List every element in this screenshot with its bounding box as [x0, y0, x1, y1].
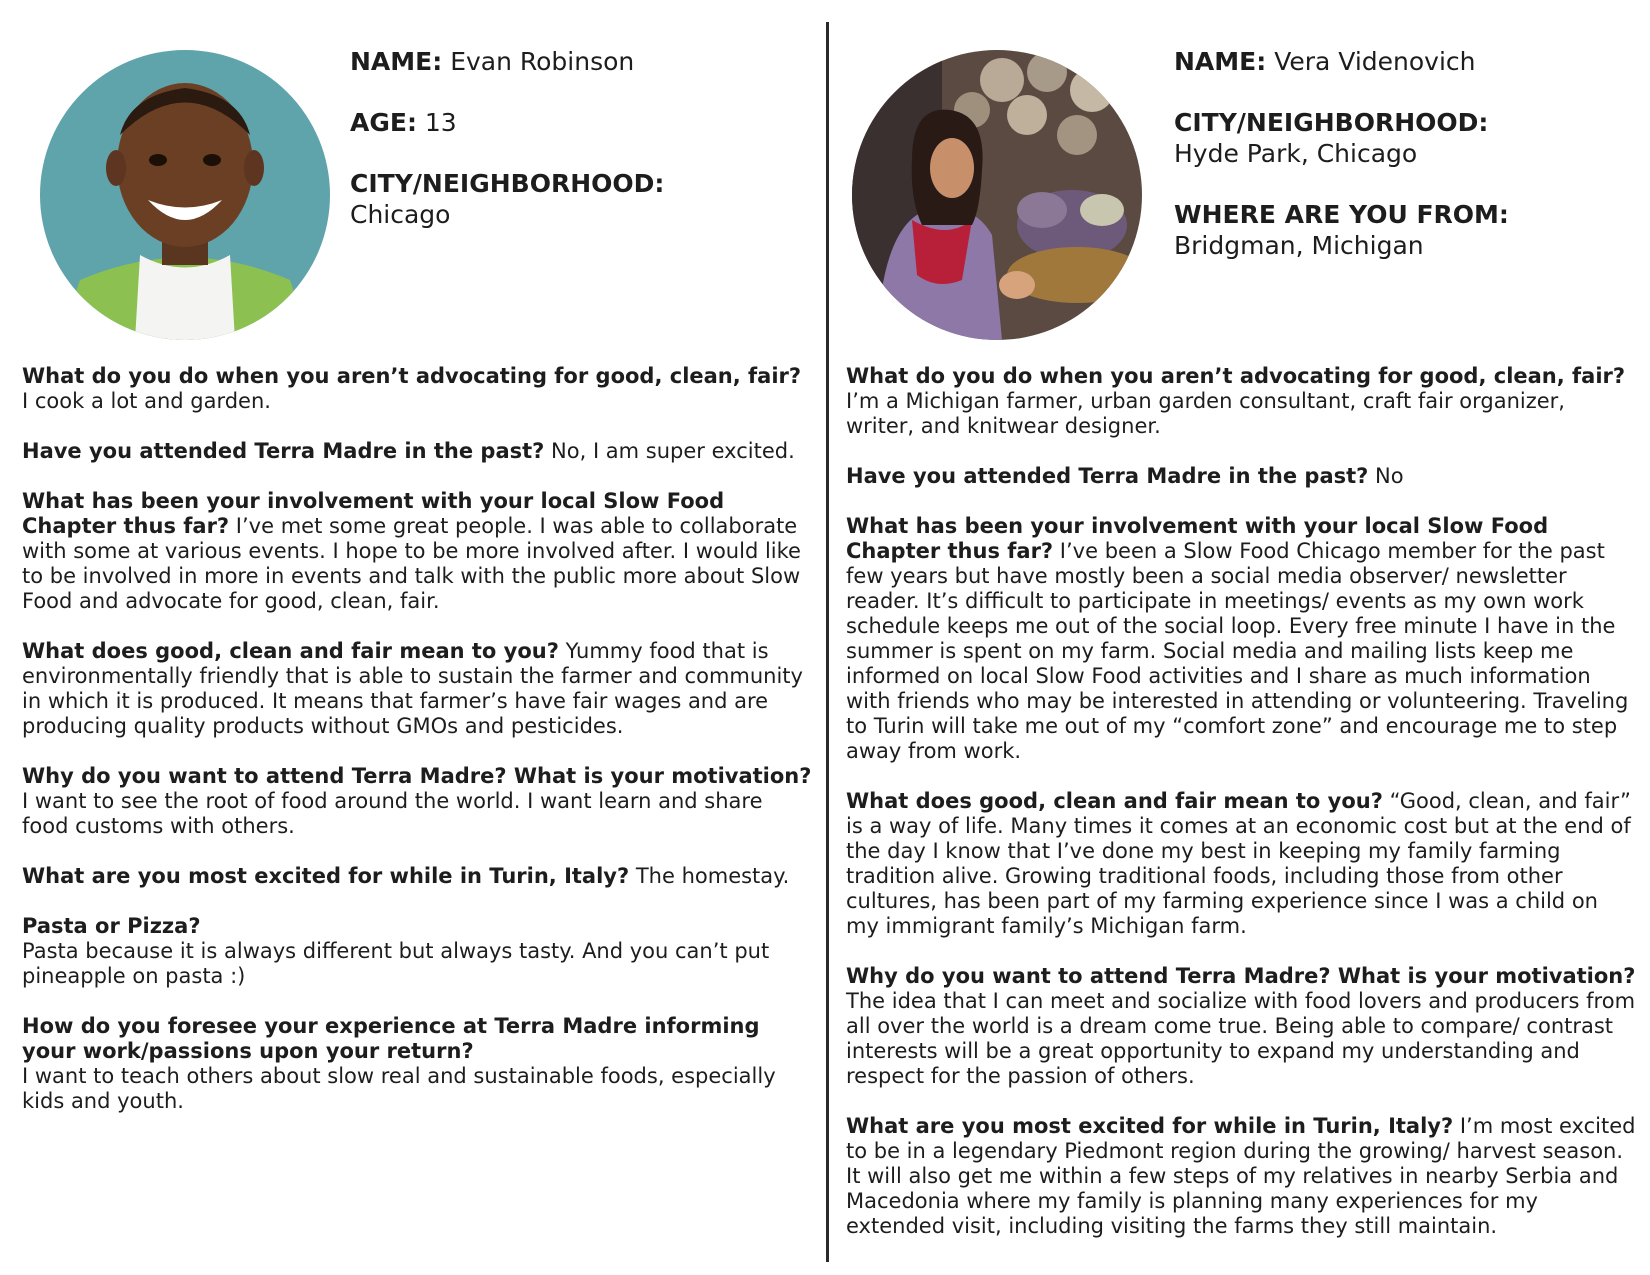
qa-item [846, 964, 1636, 1089]
question: What has been your involvement with your local Slow Food Chapter thus far? [22, 489, 725, 538]
answer: I want to teach others about slow real and sustainable foods, especially kids and youth. [22, 1064, 776, 1113]
age-field [350, 107, 790, 138]
question: Have you attended Terra Madre in the past? [22, 439, 545, 463]
neighborhood-field [1174, 107, 1614, 169]
profile-info [1174, 46, 1614, 291]
neighborhood-value: Chicago [350, 200, 451, 229]
name-field [350, 46, 790, 77]
hometown-value: Bridgman, Michigan [1174, 231, 1424, 260]
column-divider [826, 22, 829, 1262]
neighborhood-label: CITY/NEIGHBORHOOD: [1174, 108, 1489, 137]
qa-item [22, 914, 812, 989]
answer: The homestay. [635, 864, 790, 888]
question: Why do you want to attend Terra Madre? What is your motivation? [22, 764, 812, 788]
hometown-label: WHERE ARE YOU FROM: [1174, 200, 1509, 229]
question: What do you do when you aren’t advocating for good, clean, fair? [846, 364, 1626, 388]
qa-item [846, 514, 1636, 764]
question: Have you attended Terra Madre in the past? [846, 464, 1369, 488]
profile-photo [40, 50, 330, 340]
answer: I’m most excited to be in a legendary Piedmont region during the growing/ harvest season. It will also get me within a few steps of my relatives in nearby Serbia and Macedonia where my family is planning many experiences for my extended visit, including visiting the farms they still maintain. [846, 1114, 1636, 1238]
answer: Yummy food that is environmentally friendly that is able to sustain the farmer and community in which it is produced. It means that farmer’s have fair wages and are producing quality products without GMOs and pesticides. [22, 639, 803, 738]
qa-item [846, 1114, 1636, 1239]
question: What are you most excited for while in Turin, Italy? [846, 1114, 1454, 1138]
name-label: NAME: [350, 47, 443, 76]
qa-item [22, 864, 812, 889]
question: Why do you want to attend Terra Madre? What is your motivation? [846, 964, 1636, 988]
question: What does good, clean and fair mean to you? [846, 789, 1383, 813]
age-label: AGE: [350, 108, 417, 137]
qa-item [22, 764, 812, 839]
answer: The idea that I can meet and socialize with food lovers and producers from all over the world is a dream come true. Being able to compare/ contrast interests will be a great opportunity to expand my understanding and respect for the passion of others. [846, 989, 1636, 1088]
qa-list [22, 364, 812, 1139]
qa-list [846, 364, 1636, 1264]
qa-item [22, 364, 812, 414]
question: What has been your involvement with your local Slow Food Chapter thus far? [846, 514, 1549, 563]
qa-item [22, 439, 812, 464]
question: Pasta or Pizza? [22, 914, 201, 938]
question: How do you foresee your experience at Terra Madre informing your work/passions upon your return? [22, 1014, 760, 1063]
qa-item [846, 364, 1636, 439]
qa-item [22, 1014, 812, 1114]
neighborhood-value: Hyde Park, Chicago [1174, 139, 1418, 168]
question: What are you most excited for while in Turin, Italy? [22, 864, 630, 888]
qa-item [846, 789, 1636, 939]
name-value: Evan Robinson [450, 47, 635, 76]
answer: I want to see the root of food around the world. I want learn and share food customs with others. [22, 789, 763, 838]
name-label: NAME: [1174, 47, 1267, 76]
profile-photo [852, 50, 1142, 340]
name-field [1174, 46, 1614, 77]
answer: “Good, clean, and fair” is a way of life. Many times it comes at an economic cost but at the end of the day I know that I’ve done my best in keeping my family farming tradition alive. Growing traditional foods, including those from other cultures, has been part of my farming experience since I was a child on my immigrant family’s Michigan farm. [846, 789, 1631, 938]
question: What does good, clean and fair mean to you? [22, 639, 559, 663]
neighborhood-field [350, 168, 790, 230]
question: What do you do when you aren’t advocating for good, clean, fair? [22, 364, 802, 388]
qa-item [22, 489, 812, 614]
answer: I’ve met some great people. I was able to collaborate with some at various events. I hope to be more involved after. I would like to be involved in more in events and talk with the public more about Slow Food and advocate for good, clean, fair. [22, 514, 801, 613]
answer: I’ve been a Slow Food Chicago member for the past few years but have mostly been a social media observer/ newsletter reader. It’s difficult to participate in meetings/ events as my own work schedule keeps me out of the social loop. Every free minute I have in the summer is spent on my farm. Social media and mailing lists keep me informed on local Slow Food activities and I share as much information with friends who may be interested in attending or volunteering. Traveling to Turin will take me out of my “comfort zone” and encourage me to step away from work. [846, 539, 1629, 763]
qa-item [846, 464, 1636, 489]
answer: Pasta because it is always different but always tasty. And you can’t put pineapple on pasta :) [22, 939, 770, 988]
neighborhood-label: CITY/NEIGHBORHOOD: [350, 169, 665, 198]
profile-info [350, 46, 790, 260]
answer: No [1375, 464, 1404, 488]
age-value: 13 [424, 108, 457, 137]
answer: I cook a lot and garden. [22, 389, 271, 413]
hometown-field [1174, 199, 1614, 261]
qa-item [22, 639, 812, 739]
name-value: Vera Videnovich [1274, 47, 1476, 76]
answer: No, I am super excited. [551, 439, 795, 463]
answer: I’m a Michigan farmer, urban garden consultant, craft fair organizer, writer, and knitwear designer. [846, 389, 1565, 438]
